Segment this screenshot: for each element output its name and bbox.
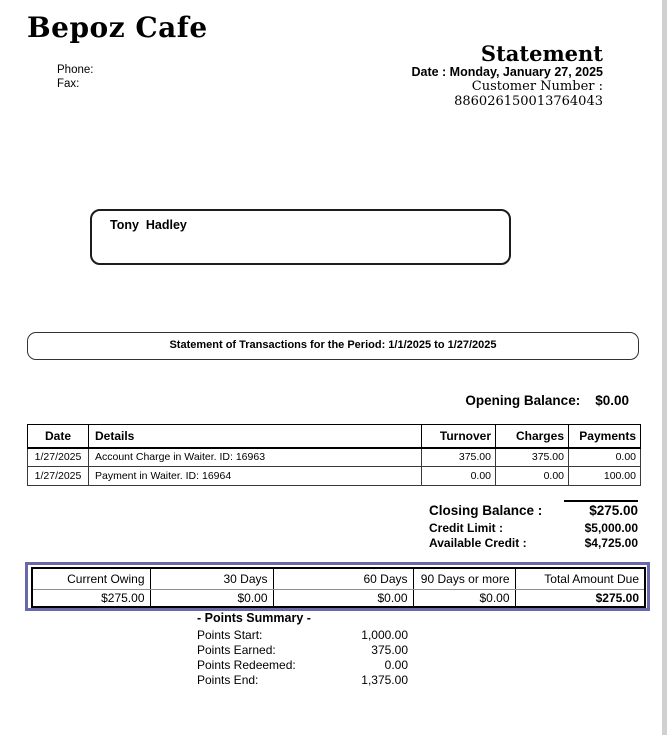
col-header-30-days: 30 Days xyxy=(150,568,273,589)
col-header-date: Date xyxy=(28,425,89,448)
statement-date: Date : Monday, January 27, 2025 xyxy=(411,65,603,79)
points-earned-label: Points Earned: xyxy=(197,643,276,657)
cell-details: Payment in Waiter. ID: 16964 xyxy=(89,467,422,486)
points-summary xyxy=(197,611,408,688)
credit-limit-row xyxy=(429,521,638,536)
statement-header xyxy=(300,43,603,109)
cell-details: Account Charge in Waiter. ID: 16963 xyxy=(89,448,422,467)
transactions-table xyxy=(27,424,641,486)
list-item xyxy=(197,658,408,673)
cell-60-days: $0.00 xyxy=(273,589,413,607)
credit-limit-label: Credit Limit : xyxy=(429,521,503,535)
points-end-value: 1,375.00 xyxy=(361,673,408,687)
cell-charges: 375.00 xyxy=(496,448,569,467)
customer-number: 886026150013764043 xyxy=(454,93,603,109)
points-redeemed-label: Points Redeemed: xyxy=(197,658,296,672)
cell-date: 1/27/2025 xyxy=(28,467,89,486)
col-header-total-due: Total Amount Due xyxy=(515,568,645,589)
company-name: Bepoz Cafe xyxy=(27,11,208,44)
points-redeemed-value: 0.00 xyxy=(384,658,408,672)
customer-address-box xyxy=(90,209,511,265)
aging-summary-frame xyxy=(25,562,650,611)
cell-payments: 0.00 xyxy=(569,448,641,467)
list-item xyxy=(197,673,408,688)
table-row xyxy=(28,448,641,467)
col-header-60-days: 60 Days xyxy=(273,568,413,589)
cell-turnover: 0.00 xyxy=(422,467,496,486)
col-header-90-days: 90 Days or more xyxy=(413,568,515,589)
cell-current-owing: $275.00 xyxy=(32,589,150,607)
col-header-current-owing: Current Owing xyxy=(32,568,150,589)
list-item xyxy=(197,628,408,643)
cell-turnover: 375.00 xyxy=(422,448,496,467)
statement-period-banner: Statement of Transactions for the Period: 1/1/2025 to 1/27/2025 xyxy=(27,332,639,360)
opening-balance-label: Opening Balance: xyxy=(465,393,581,408)
cell-30-days: $0.00 xyxy=(150,589,273,607)
closing-balance-row xyxy=(429,500,638,518)
available-credit-label: Available Credit : xyxy=(429,535,527,550)
points-start-value: 1,000.00 xyxy=(361,628,408,642)
opening-balance xyxy=(465,393,629,408)
closing-balance-label: Closing Balance : xyxy=(429,503,543,518)
opening-balance-value: $0.00 xyxy=(595,393,629,408)
vertical-scrollbar[interactable] xyxy=(662,0,667,735)
table-row xyxy=(28,467,641,486)
available-credit-row xyxy=(429,536,638,551)
cell-payments: 100.00 xyxy=(569,467,641,486)
cell-charges: 0.00 xyxy=(496,467,569,486)
closing-balance-block xyxy=(429,500,638,550)
cell-total-due: $275.00 xyxy=(515,589,645,607)
credit-limit-value: $5,000.00 xyxy=(584,521,638,535)
col-header-turnover: Turnover xyxy=(422,425,496,448)
col-header-charges: Charges xyxy=(496,425,569,448)
available-credit-value: $4,725.00 xyxy=(584,535,638,550)
cell-date: 1/27/2025 xyxy=(28,448,89,467)
fax-label: Fax: xyxy=(57,78,80,90)
phone-label: Phone: xyxy=(57,64,94,76)
customer-number-label: Customer Number : xyxy=(471,79,603,94)
aging-header-row xyxy=(32,568,645,589)
points-earned-value: 375.00 xyxy=(371,643,408,657)
points-summary-title: - Points Summary - xyxy=(197,611,311,625)
aging-values-row xyxy=(32,589,645,607)
aging-table xyxy=(31,567,646,608)
list-item xyxy=(197,643,408,658)
cell-90-days: $0.00 xyxy=(413,589,515,607)
col-header-details: Details xyxy=(89,425,422,448)
statement-title: Statement xyxy=(480,41,603,66)
col-header-payments: Payments xyxy=(569,425,641,448)
closing-balance-value: $275.00 xyxy=(564,500,638,518)
customer-name: Tony Hadley xyxy=(110,218,187,232)
points-end-label: Points End: xyxy=(197,673,259,687)
transactions-header-row xyxy=(28,425,641,448)
contact-block xyxy=(57,63,93,91)
points-start-label: Points Start: xyxy=(197,628,263,642)
